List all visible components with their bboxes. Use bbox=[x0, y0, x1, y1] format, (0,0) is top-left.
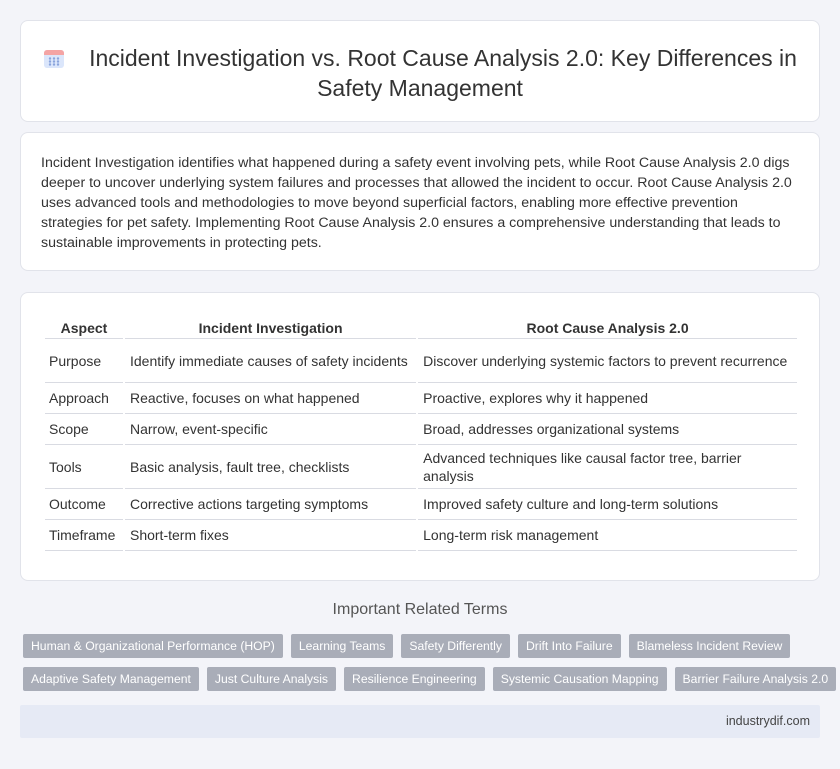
intro-text: Incident Investigation identifies what happened during a safety event involving pets, while Root Cause Analysis 2.0 digs deeper to uncover underlying system failures and processes that allowed the incident to occur. Root Cause Analysis 2.0 uses advanced tools and methodologies to move beyond superficial factors, enabling more effective prevention strategies for pet safety. Implementing Root Cause Analysis 2.0 ensures a comprehensive understanding that leads to sustainable improvements in protecting pets. bbox=[41, 155, 792, 251]
title-card bbox=[20, 20, 820, 122]
footer-site[interactable]: industrydif.com bbox=[725, 714, 810, 728]
tag-drift-into-failure[interactable]: Drift Into Failure bbox=[518, 634, 621, 658]
tag-hop[interactable]: Human & Organizational Performance (HOP) bbox=[23, 634, 283, 658]
table-row bbox=[45, 383, 797, 414]
row-incident: Corrective actions targeting symptoms bbox=[125, 489, 416, 520]
header-root-cause-analysis: Root Cause Analysis 2.0 bbox=[418, 313, 797, 339]
comparison-table-card bbox=[20, 292, 820, 581]
tag-resilience-engineering[interactable]: Resilience Engineering bbox=[344, 667, 485, 691]
calendar-icon bbox=[43, 47, 65, 69]
row-aspect: Purpose bbox=[45, 339, 123, 383]
tag-systemic-causation-mapping[interactable]: Systemic Causation Mapping bbox=[493, 667, 667, 691]
tag-safety-differently[interactable]: Safety Differently bbox=[401, 634, 510, 658]
table-header-row bbox=[45, 313, 797, 339]
row-aspect: Timeframe bbox=[45, 520, 123, 551]
footer bbox=[20, 705, 820, 738]
table-row bbox=[45, 339, 797, 383]
header-aspect: Aspect bbox=[45, 313, 123, 339]
tag-adaptive-safety-management[interactable]: Adaptive Safety Management bbox=[23, 667, 199, 691]
row-incident: Short-term fixes bbox=[125, 520, 416, 551]
row-incident: Basic analysis, fault tree, checklists bbox=[125, 445, 416, 489]
row-rca: Long-term risk management bbox=[418, 520, 797, 551]
header-incident-investigation: Incident Investigation bbox=[125, 313, 416, 339]
row-aspect: Outcome bbox=[45, 489, 123, 520]
row-rca: Discover underlying systemic factors to prevent recurrence bbox=[418, 339, 797, 383]
row-aspect: Scope bbox=[45, 414, 123, 445]
row-aspect: Tools bbox=[45, 445, 123, 489]
row-incident: Identify immediate causes of safety incidents bbox=[125, 339, 416, 383]
page-title-wrap bbox=[21, 43, 819, 103]
tag-blameless-incident-review[interactable]: Blameless Incident Review bbox=[629, 634, 791, 658]
row-incident: Narrow, event-specific bbox=[125, 414, 416, 445]
row-rca: Improved safety culture and long-term solutions bbox=[418, 489, 797, 520]
comparison-table bbox=[43, 313, 799, 551]
table-row bbox=[45, 414, 797, 445]
page-title: Incident Investigation vs. Root Cause Analysis 2.0: Key Differences in Safety Management bbox=[89, 45, 797, 101]
tag-row-2 bbox=[23, 667, 840, 691]
table-row bbox=[45, 520, 797, 551]
tag-row-1 bbox=[23, 634, 798, 658]
table-row bbox=[45, 445, 797, 489]
tag-learning-teams[interactable]: Learning Teams bbox=[291, 634, 394, 658]
related-terms-title: Important Related Terms bbox=[332, 601, 508, 618]
table-row bbox=[45, 489, 797, 520]
tag-just-culture-analysis[interactable]: Just Culture Analysis bbox=[207, 667, 336, 691]
row-aspect: Approach bbox=[45, 383, 123, 414]
row-rca: Proactive, explores why it happened bbox=[418, 383, 797, 414]
row-rca: Broad, addresses organizational systems bbox=[418, 414, 797, 445]
row-incident: Reactive, focuses on what happened bbox=[125, 383, 416, 414]
intro-card bbox=[20, 132, 820, 271]
row-rca: Advanced techniques like causal factor tree, barrier analysis bbox=[418, 445, 797, 489]
tag-barrier-failure-analysis[interactable]: Barrier Failure Analysis 2.0 bbox=[675, 667, 837, 691]
